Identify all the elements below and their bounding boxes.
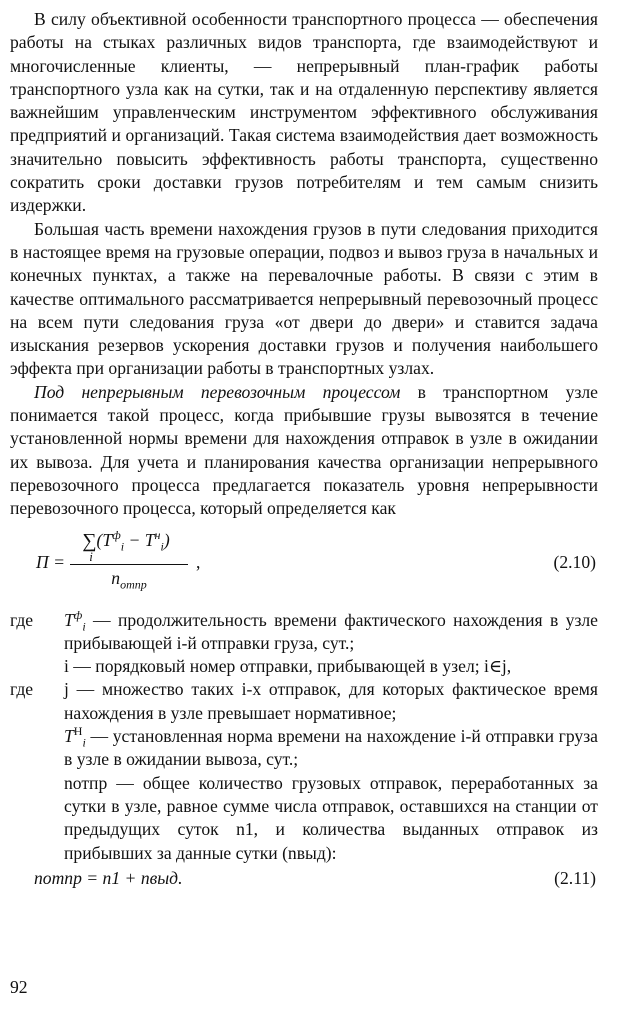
definition-i: i — порядковый номер отправки, прибывающей в узел; i∈j, xyxy=(64,656,512,677)
formula-2-11 xyxy=(10,867,598,895)
formula-lhs: П = xyxy=(36,551,65,572)
formula-fraction xyxy=(70,529,188,591)
paragraph-2: Большая часть времени нахождения грузов в пути следования приходится в настоящее время на грузовые операции, подвоз и вывоз груза в начальных и конечных пунктах, а также на перевалочные работы. В связи с этим в качестве оптимального рассматривается непрерывный перевозочный процесс на всем пути следования груза «от двери до двери» и ставится задача изыскания резервов ускорения доставки грузов и получения наибольшего эффекта при организации работы в транспортных узлах. xyxy=(10,218,598,379)
definition-t-fact: где $T^ф_i$ — продолжительность времени фактического нахождения в узле прибывающей i-й отправки груза, сут.; xyxy=(10,607,598,653)
equation-number-2-11: (2.11) xyxy=(554,867,596,888)
definition-j: где j — множество таких i-х отправок, для которых фактическое время нахождения в узле превышает нормативное; xyxy=(10,679,598,723)
definitions-list xyxy=(10,609,598,865)
fraction-bar xyxy=(70,564,188,565)
document-page xyxy=(10,8,598,895)
definition-t-norm: $T^Н_i$ — установленная норма времени на нахождение i-й отправки груза в узле в ожидании вывоза, сут.; xyxy=(64,724,598,770)
definition-lead: где xyxy=(10,679,34,700)
sum-index: i xyxy=(89,548,93,564)
definition-n-otpr: nотпр — общее количество грузовых отправок, переработанных за сутки в узле, равное сумме числа отправок, оставшихся на станции от предыдущих суток n1, и количества выданных отправок из прибывших за данные сутки (nвыд): xyxy=(64,772,598,863)
formula-denominator: $n_{отпр}$ xyxy=(111,567,147,592)
formula-2-11-expression: nотпр = n1 + nвыд. xyxy=(34,867,183,888)
sum-sign: ∑ xyxy=(82,529,97,552)
paragraph-3 xyxy=(10,381,598,521)
paragraph-3-rest: в транспортном узле понимается такой процесс, когда прибывшие грузы вывозятся в течение установленной нормы времени для нахождения отправок в узле в ожидании их вывоза. Для учета и планирования качества организации непрерывного перевозочного процесса предлагается показатель уровня непрерывности перевозочного процесса, который определяется как xyxy=(10,381,598,519)
page-number: 92 xyxy=(10,977,28,997)
definition-lead: где xyxy=(10,609,34,630)
italic-term: Под непрерывным перевозочным процессом xyxy=(34,381,401,402)
equation-number-2-10: (2.10) xyxy=(553,551,596,572)
formula-numerator: $\sum(T^ф_i - T^н_i)$ i xyxy=(70,529,188,562)
formula-comma: , xyxy=(196,551,201,572)
formula-2-10 xyxy=(10,527,598,599)
paragraph-1: В силу объективной особенности транспортного процесса — обеспечения работы на стыках различных видов транспорта, где взаимодействуют и многочисленные клиенты, — непрерывный план-график работы транспортного узла как на сутки, так и на отдаленную перспективу является важнейшим управленческим инструментом эффективного обслуживания предприятий и организаций. Такая система взаимодействия дает возможность значительно повысить эффективность работы транспорта, существенно сократить сроки доставки грузов потребителям и тем самым снизить издержки. xyxy=(10,9,598,216)
